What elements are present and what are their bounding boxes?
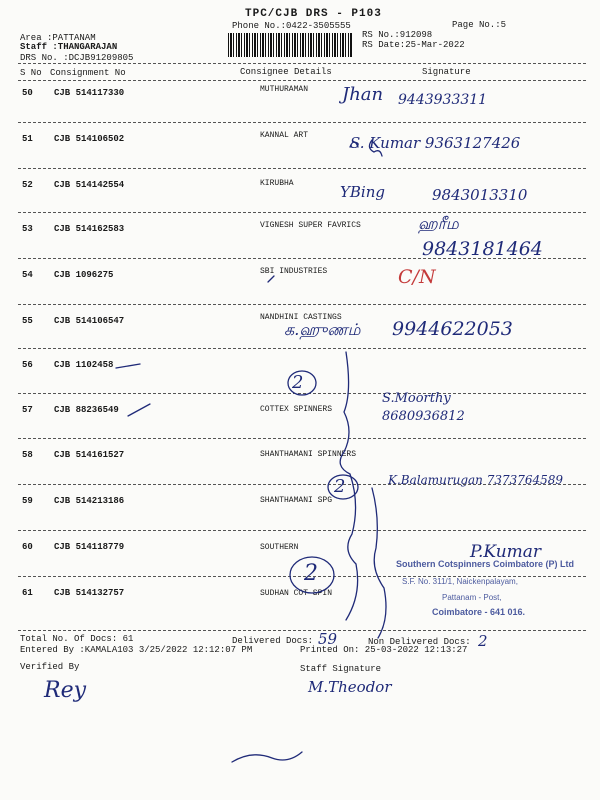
phone-number: Phone No.:0422-3505555 xyxy=(232,21,351,31)
row-sno: 53 xyxy=(22,224,33,234)
row-sno: 51 xyxy=(22,134,33,144)
row-consignee: VIGNESH SUPER FAVRICS xyxy=(260,221,361,230)
row-signature-scribble: ஹரீம xyxy=(418,214,459,233)
verified-by-label: Verified By xyxy=(20,662,80,672)
row-consignment: CJB 514117330 xyxy=(54,88,125,98)
row-sno: 50 xyxy=(22,88,33,98)
row-consignment: CJB 514162583 xyxy=(54,224,125,234)
stamp-line-post: Pattanam - Post, xyxy=(442,593,502,602)
row-handwritten: 2 xyxy=(292,372,304,393)
row-sno: 52 xyxy=(22,180,33,190)
row-consignment: CJB 514106502 xyxy=(54,134,125,144)
row-consignment: CJB 514132757 xyxy=(54,588,125,598)
row-sno: 56 xyxy=(22,360,33,370)
non-delivered-docs-count: 2 xyxy=(478,632,488,650)
row-handwritten: 2 xyxy=(334,476,346,497)
row-consignee: NANDHINI CASTINGS xyxy=(260,313,342,322)
company-stamp xyxy=(392,555,590,623)
printed-on: Printed On: 25-03-2022 12:13:27 xyxy=(300,645,468,655)
rs-number: RS No.:912098 xyxy=(362,30,433,40)
col-sno: S No xyxy=(20,68,42,78)
row-consignee: KIRUBHA xyxy=(260,179,294,188)
row-consignment: CJB 514142554 xyxy=(54,180,125,190)
col-consignment: Consignment No xyxy=(50,68,126,78)
stamp-line-company: Southern Cotspinners Coimbatore (P) Ltd xyxy=(396,559,575,569)
row-handwritten: 9843181464 xyxy=(422,238,543,260)
row-consignee: SUDHAN COT SPIN xyxy=(260,589,333,598)
row-consignee: SHANTHAMANI SPINNERS xyxy=(260,450,357,459)
row-handwritten: 9443933311 xyxy=(398,92,488,108)
drs-number: DRS No. :DCJB91209805 xyxy=(20,53,134,63)
stamp-line-city: Coimbatore - 641 016. xyxy=(432,607,526,617)
staff-signature-label: Staff Signature xyxy=(300,664,382,674)
verified-signature: Rey xyxy=(44,678,87,703)
col-signature: Signature xyxy=(422,67,471,77)
row-handwritten: 9843013310 xyxy=(432,186,528,204)
row-consignee: KANNAL ART xyxy=(260,131,309,140)
delivered-docs-label: Delivered Docs: xyxy=(232,636,314,646)
staff-signature: M.Theodor xyxy=(308,678,392,696)
row-sno: 54 xyxy=(22,270,33,280)
row-consignment: CJB 514106547 xyxy=(54,316,125,326)
row-consignment: CJB 88236549 xyxy=(54,405,119,415)
row-sno: 55 xyxy=(22,316,33,326)
entered-by: Entered By :KAMALA103 3/25/2022 12:12:07 PM xyxy=(20,645,253,655)
row-consignment: CJB 1096275 xyxy=(54,270,114,280)
row-consignment: CJB 514118779 xyxy=(54,542,125,552)
row-handwritten: S.Moorthy 8680936812 xyxy=(382,391,465,424)
row-consignment: CJB 514161527 xyxy=(54,450,125,460)
row-handwritten: C/N xyxy=(398,266,436,288)
col-consignee: Consignee Details xyxy=(240,67,332,77)
delivered-docs-count: 59 xyxy=(318,630,338,648)
row-consignee: SOUTHERN xyxy=(260,543,299,552)
row-signature-scribble: Jhan xyxy=(342,84,384,105)
stamp-line-address: S.F. No. 311/1, Naickenpalayam, xyxy=(402,577,518,586)
page-number: Page No.:5 xyxy=(452,20,507,30)
row-signature-scribble: YBing xyxy=(340,183,385,201)
row-consignee: MUTHURAMAN xyxy=(260,85,309,94)
footer-divider xyxy=(18,630,586,631)
row-signature-scribble: க.ஹுணம் xyxy=(284,320,361,339)
area: Area :PATTANAM xyxy=(20,33,96,43)
row-consignee: SBI INDUSTRIES xyxy=(260,267,328,276)
row-sno: 59 xyxy=(22,496,33,506)
rs-date: RS Date:25-Mar-2022 xyxy=(362,40,465,50)
row-sno: 58 xyxy=(22,450,33,460)
row-consignee: SHANTHAMANI SPG xyxy=(260,496,333,505)
drs-title: TPC/CJB DRS - P103 xyxy=(245,8,382,20)
row-consignment: CJB 1102458 xyxy=(54,360,114,370)
row-consignment: CJB 514213186 xyxy=(54,496,125,506)
stamp-signature: P.Kumar xyxy=(470,542,542,562)
row-sno: 60 xyxy=(22,542,33,552)
total-docs: Total No. Of Docs: 61 xyxy=(20,634,134,644)
non-delivered-docs-label: Non Delivered Docs: xyxy=(368,637,471,647)
row-handwritten: 2 xyxy=(304,561,318,586)
row-handwritten: K.Balamurugan 7373764589 xyxy=(388,473,564,487)
staff: Staff :THANGARAJAN xyxy=(20,42,118,52)
row-handwritten: S. Kumar 9363127426 xyxy=(350,134,521,152)
row-consignee: COTTEX SPINNERS xyxy=(260,405,333,414)
row-handwritten: 9944622053 xyxy=(392,318,513,340)
row-sno: 57 xyxy=(22,405,33,415)
row-sno: 61 xyxy=(22,588,33,598)
